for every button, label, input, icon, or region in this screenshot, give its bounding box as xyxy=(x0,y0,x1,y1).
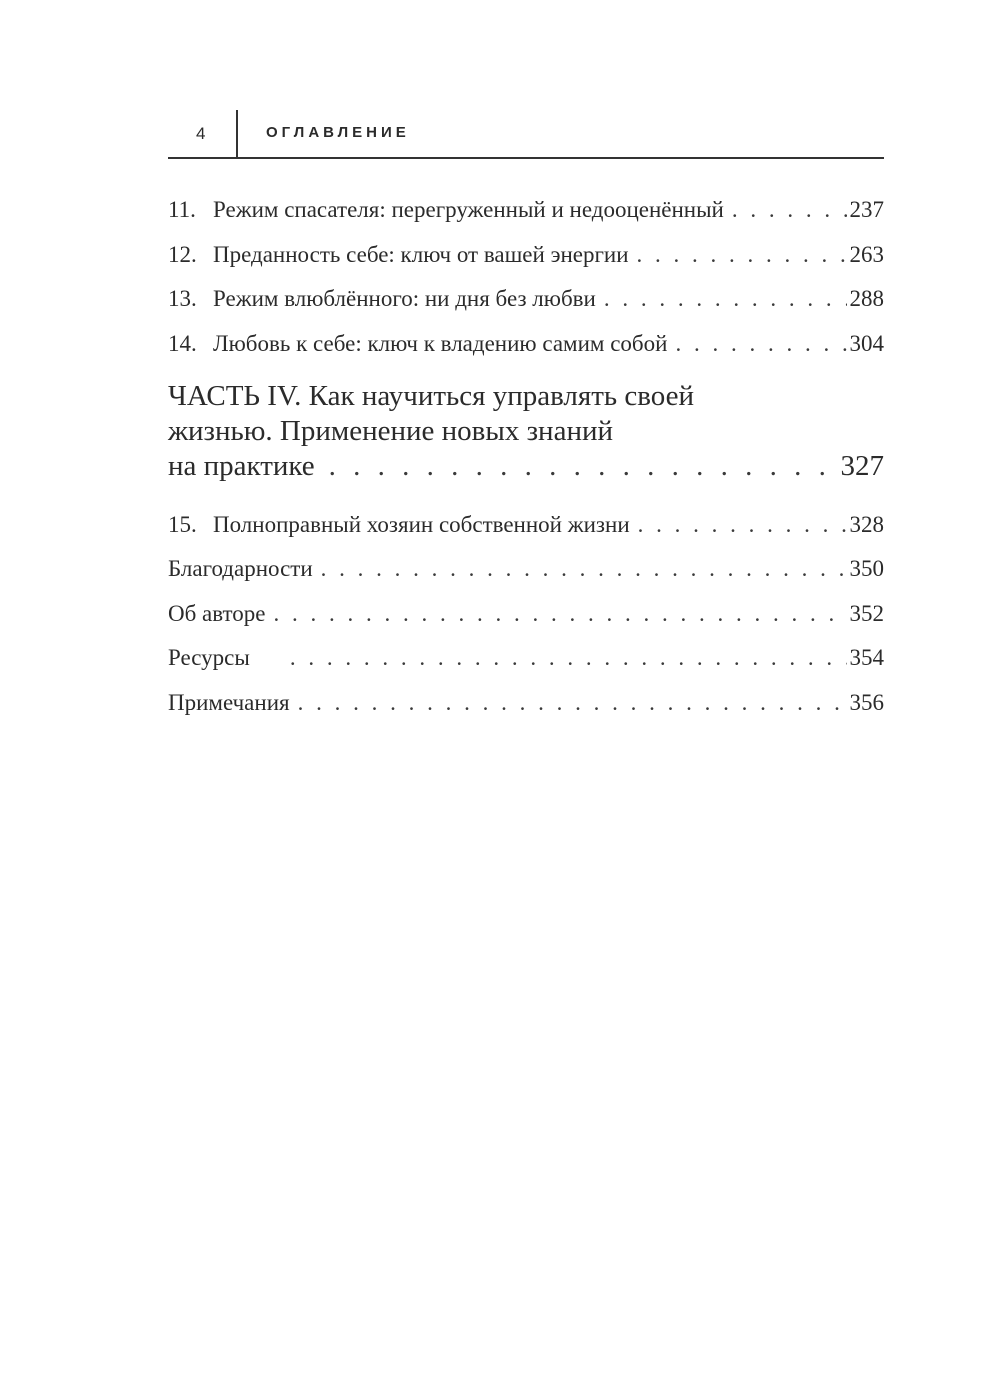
toc-entry-notes[interactable] xyxy=(168,688,884,718)
chapter-title: Преданность себе: ключ от вашей энергии xyxy=(213,241,629,267)
toc-entry-chapter-11[interactable] xyxy=(168,195,884,225)
part-title-line-2: жизнью. Применение новых знаний xyxy=(168,414,614,447)
section-page: 352 xyxy=(849,600,884,626)
toc-entry-about-author[interactable] xyxy=(168,599,884,629)
chapter-page: 263 xyxy=(849,241,884,267)
dot-leader xyxy=(732,195,847,225)
header-divider xyxy=(236,110,238,158)
chapter-number: 12. xyxy=(168,241,197,267)
part-title-line-1: ЧАСТЬ IV. Как научиться управлять своей xyxy=(168,379,694,412)
section-title: Примечания xyxy=(168,689,290,715)
section-page: 356 xyxy=(849,689,884,715)
toc-entry-part-4[interactable] xyxy=(168,379,884,484)
part-page: 327 xyxy=(840,449,884,482)
dot-leader xyxy=(675,329,846,359)
chapter-title: Полноправный хозяин собственной жизни xyxy=(213,511,630,537)
dot-leader xyxy=(637,240,847,270)
dot-leader xyxy=(604,284,847,314)
chapter-page: 288 xyxy=(849,286,884,311)
chapter-number: 11. xyxy=(168,197,196,222)
dot-leader xyxy=(298,688,847,718)
chapter-number: 14. xyxy=(168,330,197,356)
chapter-page: 237 xyxy=(849,197,884,222)
section-page: 350 xyxy=(849,556,884,581)
header-rule xyxy=(168,157,884,159)
chapter-page: 328 xyxy=(849,511,884,537)
toc-entry-chapter-14[interactable] xyxy=(168,329,884,359)
section-title: Об авторе xyxy=(168,600,266,626)
chapter-title: Режим влюблённого: ни дня без любви xyxy=(213,286,596,311)
chapter-title: Любовь к себе: ключ к владению самим собой xyxy=(213,330,668,356)
toc-entry-chapter-12[interactable] xyxy=(168,240,884,270)
running-title: ОГЛАВЛЕНИЕ xyxy=(266,124,410,141)
dot-leader xyxy=(290,643,847,673)
toc-entry-resources[interactable] xyxy=(168,643,884,673)
section-title: Благодарности xyxy=(168,556,313,581)
chapter-page: 304 xyxy=(849,330,884,356)
part-title-line-3-text: на практике xyxy=(168,449,315,482)
dot-leader xyxy=(274,599,847,629)
part-title-line-3 xyxy=(168,449,884,484)
dot-leader xyxy=(329,449,837,484)
chapter-title: Режим спасателя: перегруженный и недооценённый xyxy=(213,197,724,222)
dot-leader xyxy=(638,510,847,540)
running-header xyxy=(168,110,884,158)
dot-leader xyxy=(321,554,847,584)
table-of-contents xyxy=(168,195,884,732)
section-title: Ресурсы xyxy=(168,645,250,670)
toc-entry-chapter-15[interactable] xyxy=(168,510,884,540)
page-number: 4 xyxy=(196,124,206,143)
toc-entry-acknowledgements[interactable] xyxy=(168,554,884,584)
toc-entry-chapter-13[interactable] xyxy=(168,284,884,314)
section-page: 354 xyxy=(849,645,884,670)
chapter-number: 15. xyxy=(168,511,197,537)
chapter-number: 13. xyxy=(168,286,197,311)
